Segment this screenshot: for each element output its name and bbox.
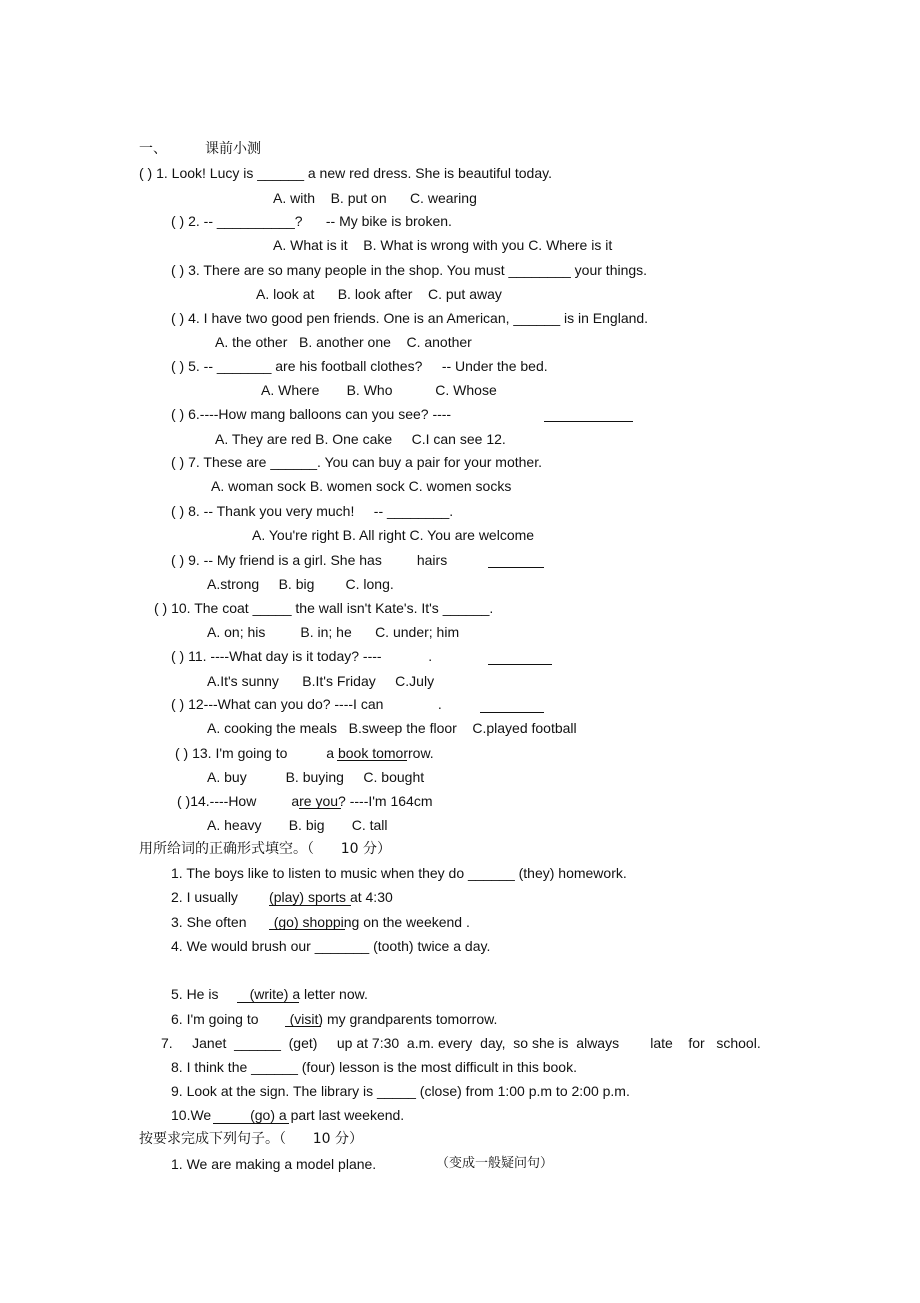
transform-note: （变成一般疑问句） xyxy=(436,1156,554,1171)
question-stem: ( ) 7. These are ______. You can buy a pair for your mother. xyxy=(171,454,542,470)
section-number: 一、 xyxy=(139,141,167,157)
fill-item: 9. Look at the sign. The library is _____ (close) from 1:00 p.m to 2:00 p.m. xyxy=(171,1083,630,1099)
question-stem: ( ) 2. -- __________? -- My bike is broken. xyxy=(171,213,452,229)
question-stem: ( ) 13. I'm going to a book tomorrow. xyxy=(175,745,434,761)
answer-blank xyxy=(337,746,407,761)
answer-blank xyxy=(285,1012,321,1027)
answer-blank xyxy=(544,407,633,422)
transform-item: 1. We are making a model plane. xyxy=(171,1156,377,1172)
answer-blank xyxy=(480,698,544,713)
fill-item: 4. We would brush our _______ (tooth) twice a day. xyxy=(171,938,491,954)
question-stem: ( ) 6.----How mang balloons can you see? ---- xyxy=(171,406,452,422)
fill-item: 2. I usually (play) sports at 4:30 xyxy=(171,889,393,905)
fill-item: 3. She often (go) shopping on the weekend . xyxy=(171,914,470,930)
question-options: A. the other B. another one C. another xyxy=(215,334,472,350)
section-title: 课前小测 xyxy=(205,141,261,157)
section-heading: 按要求完成下列句子。（ 10 分） xyxy=(139,1131,363,1147)
question-options: A.strong B. big C. long. xyxy=(207,576,394,592)
question-options: A. Where B. Who C. Whose xyxy=(261,382,497,398)
answer-blank xyxy=(269,891,351,906)
question-options: A. with B. put on C. wearing xyxy=(273,190,477,206)
answer-blank xyxy=(488,650,552,665)
question-stem: ( ) 11. ----What day is it today? ---- . xyxy=(171,648,433,664)
question-stem: ( )14.----How are you? ----I'm 164cm xyxy=(177,793,433,809)
question-options: A.It's sunny B.It's Friday C.July xyxy=(207,673,435,689)
question-stem: ( ) 12---What can you do? ----I can . xyxy=(171,696,442,712)
answer-blank xyxy=(269,915,345,930)
question-options: A. look at B. look after C. put away xyxy=(256,286,502,302)
answer-blank xyxy=(237,988,299,1003)
section-heading: 用所给词的正确形式填空。（ 10 分） xyxy=(139,841,391,857)
question-options: A. woman sock B. women sock C. women socks xyxy=(211,478,512,494)
question-stem: ( ) 9. -- My friend is a girl. She has hairs xyxy=(171,552,448,568)
question-stem: ( ) 8. -- Thank you very much! -- ________. xyxy=(171,503,454,519)
fill-item: 1. The boys like to listen to music when they do ______ (they) homework. xyxy=(171,865,627,881)
question-options: A. heavy B. big C. tall xyxy=(207,817,388,833)
fill-item: 7. Janet ______ (get) up at 7:30 a.m. every day, so she is always late for school. xyxy=(161,1035,761,1051)
question-stem: ( ) 5. -- _______ are his football clothes? -- Under the bed. xyxy=(171,358,548,374)
question-stem: ( ) 10. The coat _____ the wall isn't Kate's. It's ______. xyxy=(154,600,494,616)
question-options: A. cooking the meals B.sweep the floor C.played football xyxy=(207,720,577,736)
question-options: A. They are red B. One cake C.I can see 12. xyxy=(215,431,506,447)
question-options: A. on; his B. in; he C. under; him xyxy=(207,624,460,640)
question-options: A. buy B. buying C. bought xyxy=(207,769,425,785)
question-stem: ( ) 1. Look! Lucy is ______ a new red dress. She is beautiful today. xyxy=(139,165,552,181)
answer-blank xyxy=(488,553,544,568)
fill-item: 10.We (go) a part last weekend. xyxy=(171,1107,405,1123)
fill-item: 5. He is (write) a letter now. xyxy=(171,986,368,1002)
question-stem: ( ) 3. There are so many people in the shop. You must ________ your things. xyxy=(171,262,648,278)
question-options: A. What is it B. What is wrong with you C. Where is it xyxy=(273,237,613,253)
question-options: A. You're right B. All right C. You are welcome xyxy=(252,527,535,543)
fill-item: 8. I think the ______ (four) lesson is the most difficult in this book. xyxy=(171,1059,577,1075)
fill-item: 6. I'm going to (visit) my grandparents tomorrow. xyxy=(171,1011,498,1027)
answer-blank xyxy=(213,1109,289,1124)
answer-blank xyxy=(299,794,341,809)
question-stem: ( ) 4. I have two good pen friends. One is an American, ______ is in England. xyxy=(171,310,649,326)
